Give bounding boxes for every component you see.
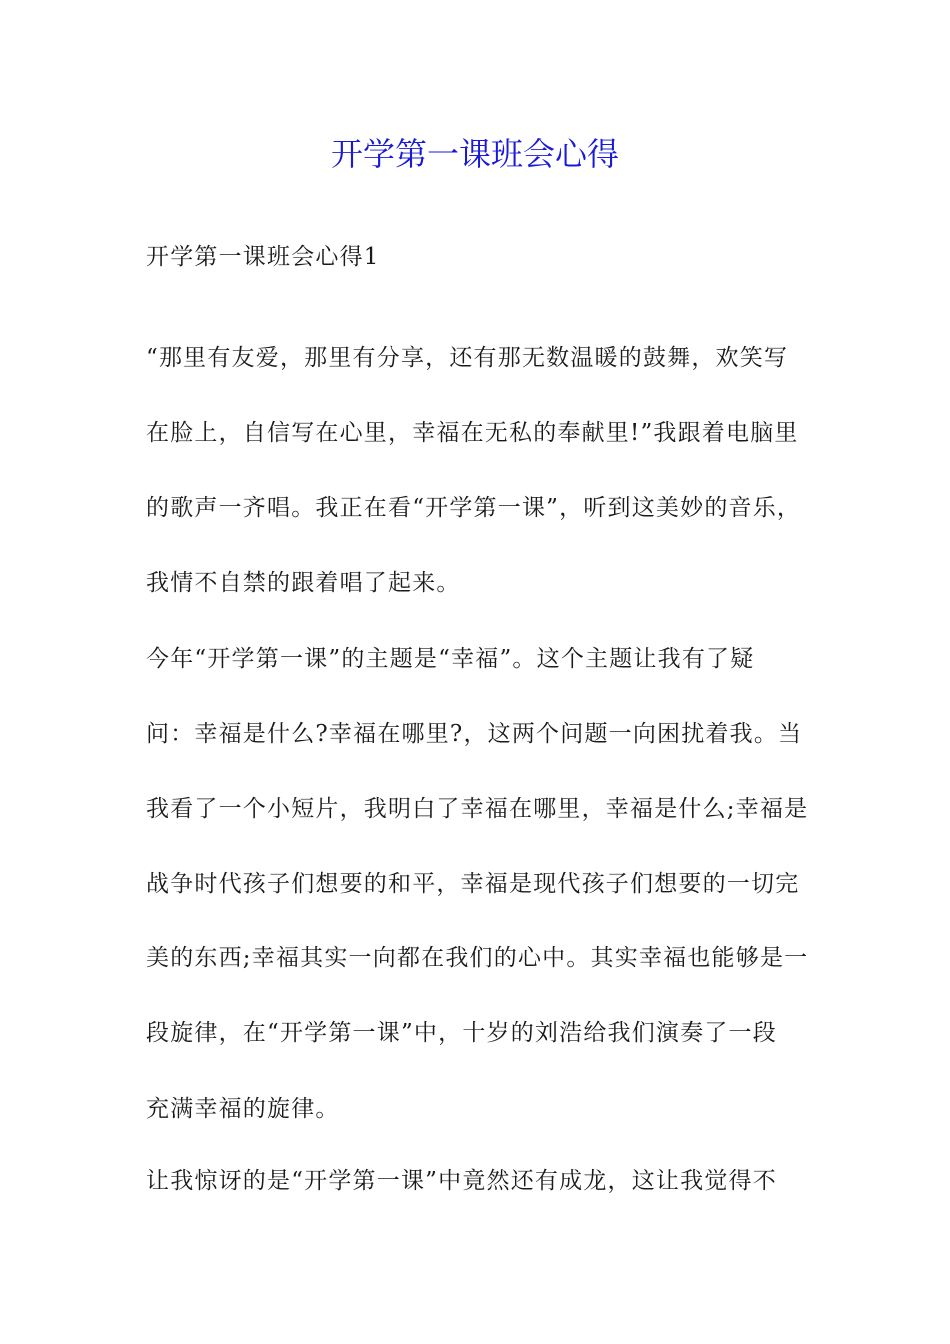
text-line: 我情不自禁的跟着唱了起来。 <box>146 570 461 596</box>
text-line: 段旋律，在“开学第一课”中，十岁的刘浩给我们演奏了一段 <box>146 1020 777 1046</box>
text-line: 我看了一个小短片，我明白了幸福在哪里，幸福是什么;幸福是 <box>146 796 809 822</box>
text-line: 美的东西;幸福其实一向都在我们的心中。其实幸福也能够是一 <box>146 945 809 971</box>
text-line: 在脸上，自信写在心里，幸福在无私的奉献里!”我跟着电脑里 <box>146 420 799 446</box>
text-line: 问：幸福是什么?幸福在哪里?，这两个问题一向困扰着我。当 <box>146 721 803 747</box>
section-heading: 开学第一课班会心得1 <box>146 244 380 270</box>
page-title: 开学第一课班会心得 <box>330 135 619 173</box>
text-line: 今年“开学第一课”的主题是“幸福”。这个主题让我有了疑 <box>146 646 755 672</box>
text-line: 战争时代孩子们想要的和平，幸福是现代孩子们想要的一切完 <box>146 871 800 897</box>
text-line: “那里有友爱，那里有分享，还有那无数温暖的鼓舞，欢笑写 <box>146 345 789 371</box>
text-line: 充满幸福的旋律。 <box>146 1096 340 1122</box>
text-line: 让我惊讶的是“开学第一课”中竟然还有成龙，这让我觉得不 <box>146 1168 777 1194</box>
text-line: 的歌声一齐唱。我正在看“开学第一课”，听到这美妙的音乐， <box>146 495 802 521</box>
